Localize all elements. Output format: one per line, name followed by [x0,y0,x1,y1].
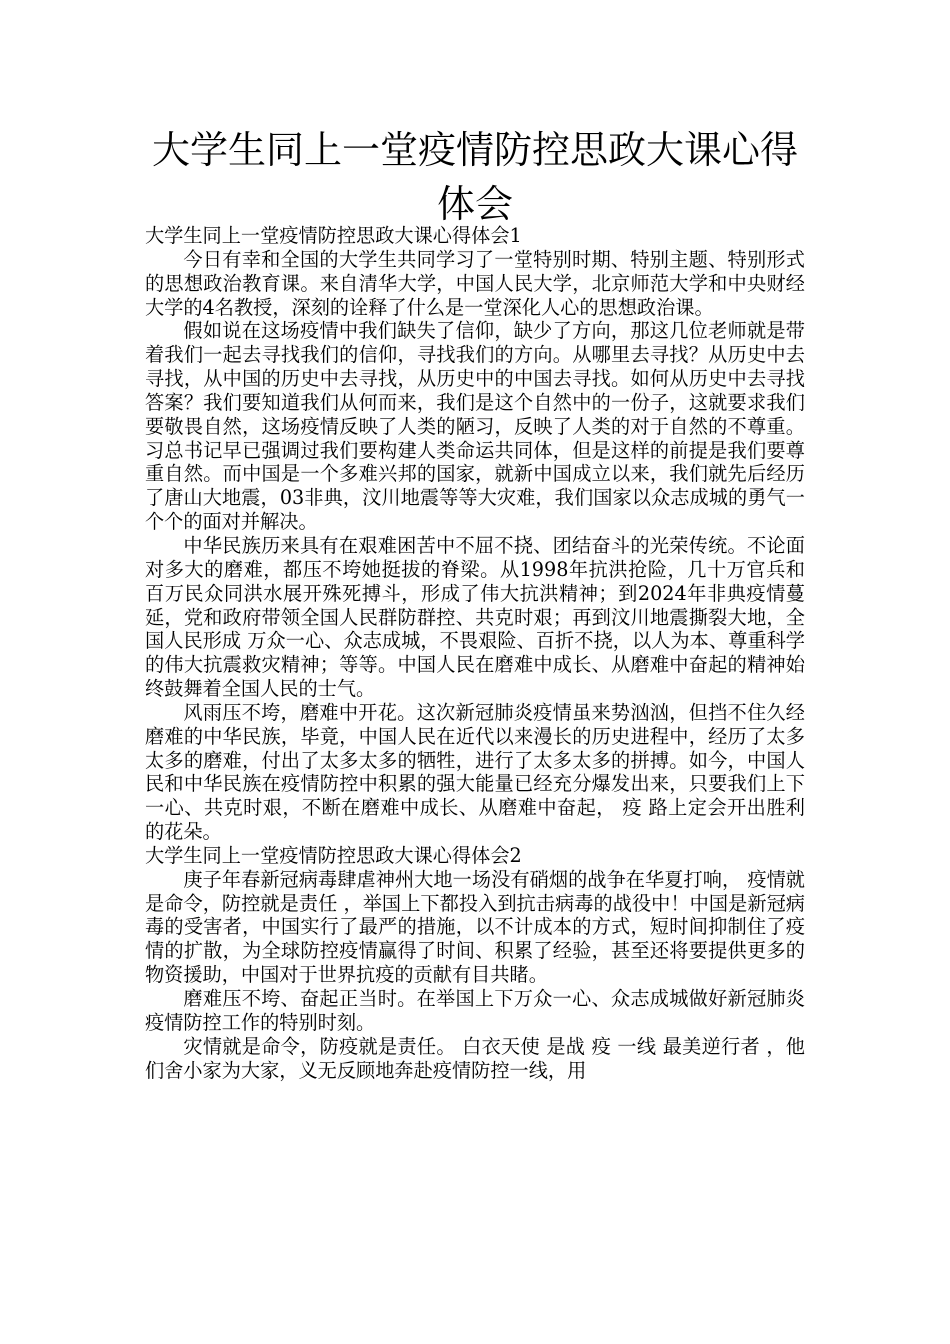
paragraph: 假如说在这场疫情中我们缺失了信仰，缺少了方向，那这几位老师就是带着我们一起去寻找我们的信仰，寻找我们的方向。从哪里去寻找？从历史中去寻找，从中国的历史中去寻找，从历史中的中国去寻找。如何从历史中去寻找答案？我们要知道我们从何而来，我们是这个自然中的一份子，这就要求我们要敬畏自然，这场疫情反映了人类的陋习，反映了人类的对于自然的不尊重。习总书记早已强调过我们要构建人类命运共同体，但是这样的前提是我们要尊重自然。而中国是一个多难兴邦的国家，就新中国成立以来，我们就先后经历了唐山大地震，03非典，汶川地震等等大灾难，我们国家以众志成城的勇气一个个的面对并解决。 [145,319,805,534]
paragraph: 中华民族历来具有在艰难困苦中不屈不挠、团结奋斗的光荣传统。不论面对多大的磨难，都压不垮她挺拔的脊梁。从1998年抗洪抢险，几十万官兵和百万民众同洪水展开殊死搏斗，形成了伟大抗洪精神；到2024年非典疫情蔓延，党和政府带领全国人民群防群控、共克时艰；再到汶川地震撕裂大地，全国人民形成 万众一心、众志成城，不畏艰险、百折不挠，以人为本、尊重科学 的伟大抗震救灾精神；等等。中国人民在磨难中成长、从磨难中奋起的精神始终鼓舞着全国人民的士气。 [145,533,805,701]
document-body [145,224,805,1082]
section-heading-2: 大学生同上一堂疫情防控思政大课心得体会2 [145,843,522,867]
paragraph: 庚子年春新冠病毒肆虐神州大地一场没有硝烟的战争在华夏打响， 疫情就是命令，防控就是责任 ，举国上下都投入到抗击病毒的战役中！中国是新冠病毒的受害者，中国实行了最严的措施，以不计成本的方式，短时间抑制住了疫情的扩散，为全球防控疫情赢得了时间、积累了经验，甚至还将要提供更多的物资援助，中国对于世界抗疫的贡献有目共睹。 [145,867,805,987]
paragraph: 磨难压不垮、奋起正当时。在举国上下万众一心、众志成城做好新冠肺炎疫情防控工作的特别时刻。 [145,987,805,1034]
section-heading-1: 大学生同上一堂疫情防控思政大课心得体会1 [145,224,522,247]
paragraph: 风雨压不垮，磨难中开花。这次新冠肺炎疫情虽来势汹汹，但挡不住久经磨难的中华民族，毕竟，中国人民在近代以来漫长的历史进程中，经历了太多太多的磨难，付出了太多太多的牺牲，进行了太多太多的拼搏。如今，中国人民和中华民族在疫情防控中积累的强大能量已经充分爆发出来，只要我们上下一心、共克时艰，不断在磨难中成长、从磨难中奋起， 疫 路上定会开出胜利的花朵。 [145,700,805,844]
paragraph: 今日有幸和全国的大学生共同学习了一堂特别时期、特别主题、特别形式的思想政治教育课。来自清华大学，中国人民大学，北京师范大学和中央财经大学的4名教授，深刻的诠释了什么是一堂深化人心的思想政治课。 [145,247,805,319]
paragraph: 灾情就是命令，防疫就是责任。 白衣天使 是战 疫 一线 最美逆行者 ，他们舍小家为大家，义无反顾地奔赴疫情防控一线，用 [145,1034,805,1082]
document-title: 大学生同上一堂疫情防控思政大课心得体会 [151,128,798,226]
